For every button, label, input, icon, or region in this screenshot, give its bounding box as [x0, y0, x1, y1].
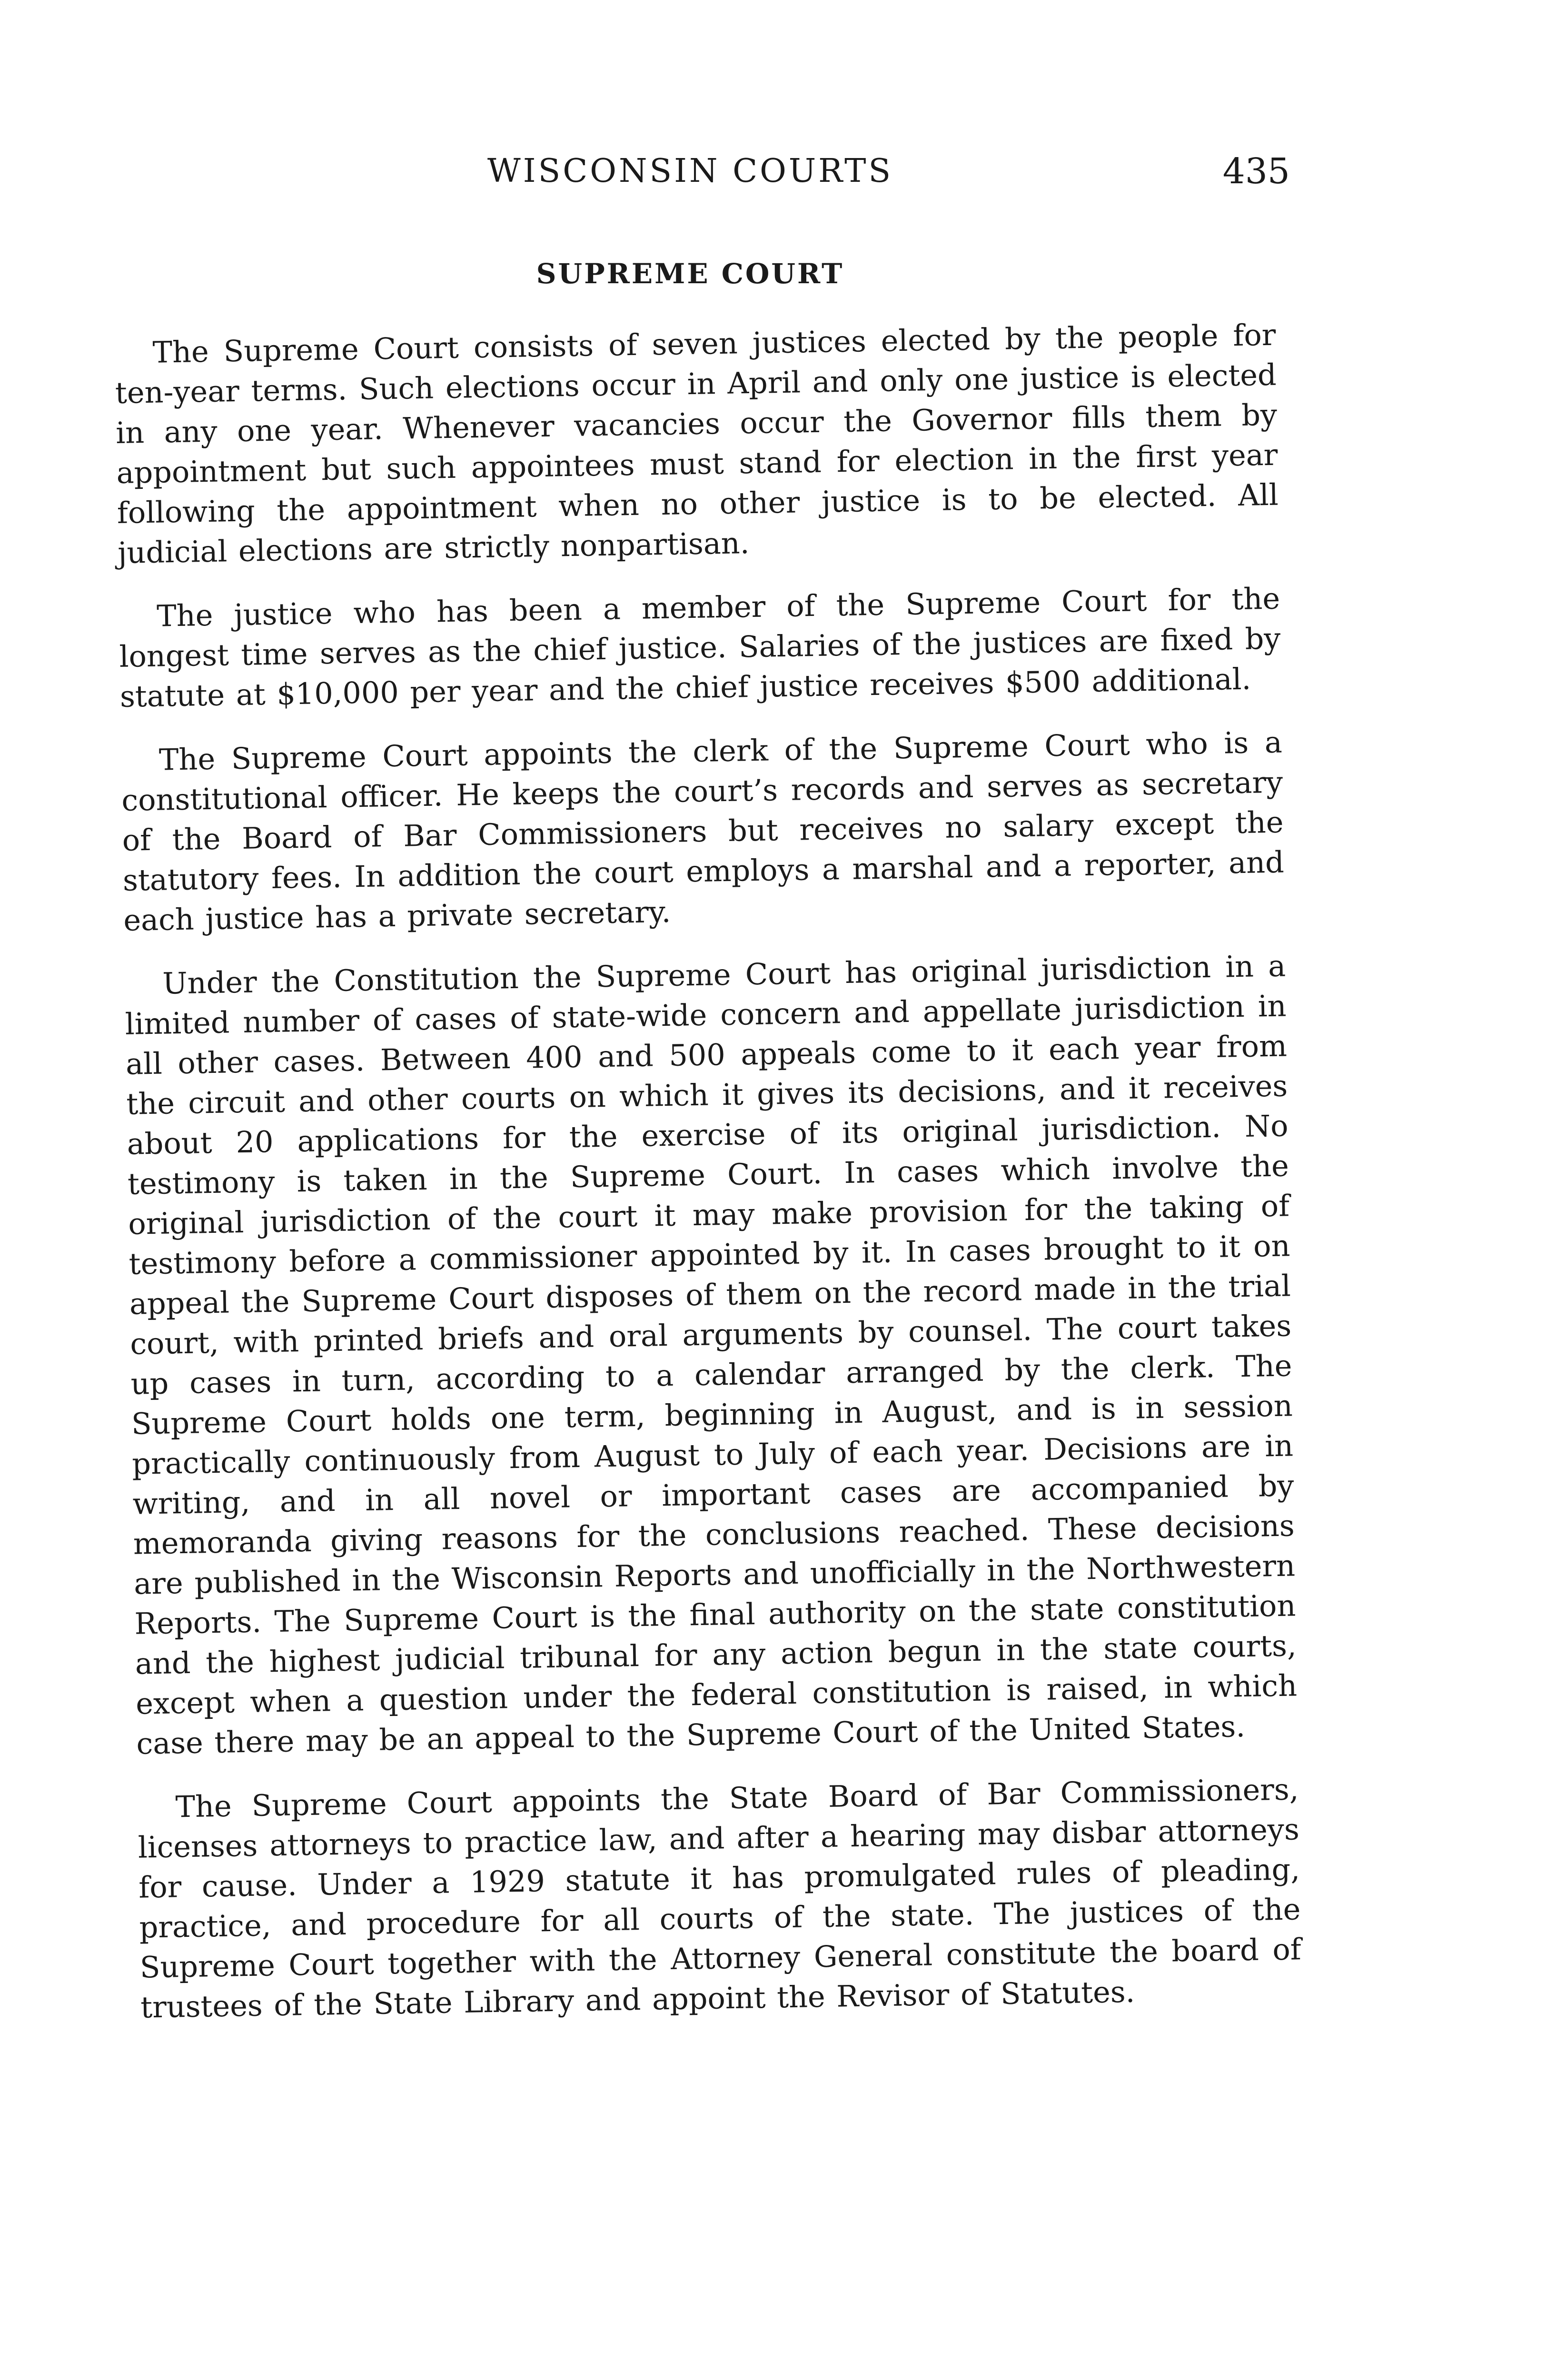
section-title: SUPREME COURT [536, 258, 844, 290]
paragraph-composition: The Supreme Court consists of seven justices elected by the people for ten-year terms. Such elections occur in April and only one justice is elected in any one year. Whenever vacancies occur the Governor fills them by appointment but such appointees must stand for election in the first year following the appointment when no other justice is to be elected. All judicial elections are strictly nonpartisan. [115, 317, 1279, 570]
body-text [114, 315, 1302, 2052]
paragraph-jurisdiction: Under the Constitution the Supreme Court has original jurisdiction in a limited number of cases of state-wide concern and appellate jurisdiction in all other cases. Between 400 and 500 appeals come to it each year from the circuit and other courts on which it gives its decisions, and it receives about 20 applications for the exercise of its original jurisdiction. No testimony is taken in the Supreme Court. In cases which involve the original jurisdiction of the court it may make provision for the taking of testimony before a commissioner appointed by it. In cases brought to it on appeal the Supreme Court disposes of them on the record made in the trial court, with printed briefs and oral arguments by counsel. The court takes up cases in turn, according to a calendar arranged by the clerk. The Supreme Court holds one term, beginning in August, and is in session practically continuously from August to July of each year. Decisions are in writing, and in all novel or important cases are accompanied by memoranda giving reasons for the conclusions reached. These decisions are published in the Wisconsin Reports and unofficially in the Northwestern Reports. The Supreme Court is the final authority on the state constitution and the highest judicial tribunal for any action begun in the state courts, except when a question under the federal constitution is raised, in which case there may be an appeal to the Supreme Court of the United States. [125, 948, 1298, 1761]
running-title: WISCONSIN COURTS [487, 152, 893, 190]
paragraph-chief-justice: The justice who has been a member of the Supreme Court for the longest time serves as the chief justice. Salaries of the justices are fixed by statute at $10,000 per year and the chief justice receives $500 additional. [119, 581, 1281, 714]
paragraph-bar-commissioners: The Supreme Court appoints the State Board of Bar Commissioners, licenses attorneys to practice law, and after a hearing may disbar attorneys for cause. Under a 1929 statute it has promulgated rules of pleading, practice, and procedure for all courts of the state. The justices of the Supreme Court together with the Attorney General constitute the board of trustees of the State Library and appoint the Revisor of Statutes. [138, 1772, 1302, 2025]
running-head [114, 143, 1290, 200]
paragraph-clerk: The Supreme Court appoints the clerk of the Supreme Court who is a constitutional officer. He keeps the court’s records and serves as secretary of the Board of Bar Commissioners but receives no salary except the statutory fees. In addition the court employs a marshal and a reporter, and each justice has a private secretary. [121, 724, 1285, 938]
page-number: 435 [1222, 151, 1290, 192]
